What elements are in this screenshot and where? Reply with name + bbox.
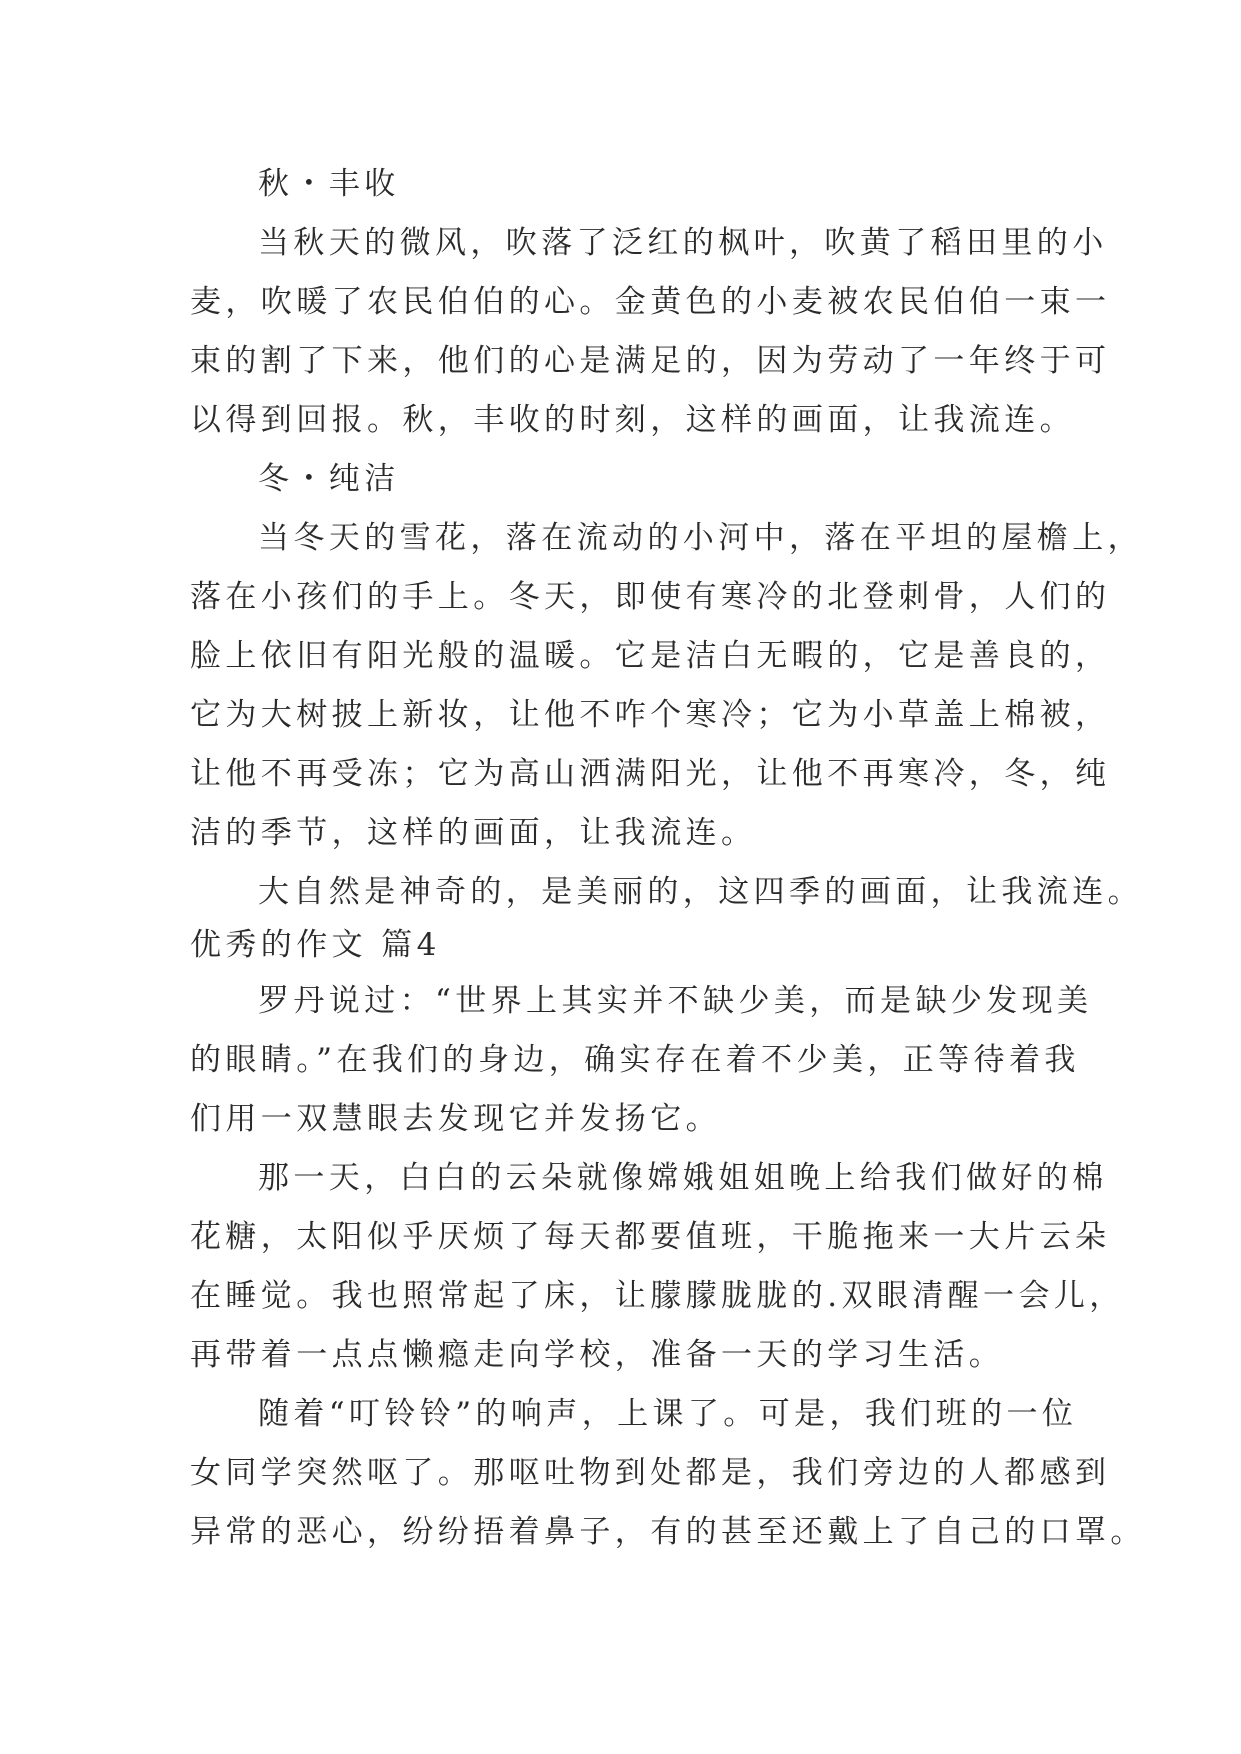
paragraph-line: 束的割了下来，他们的心是满足的，因为劳动了一年终于可 bbox=[190, 343, 1111, 379]
paragraph-line: 落在小孩们的手上。冬天，即使有寒冷的北登刺骨，人们的 bbox=[190, 579, 1111, 615]
paragraph-line: 洁的季节，这样的画面，让我流连。 bbox=[190, 815, 757, 851]
paragraph-line: 当秋天的微风，吹落了泛红的枫叶，吹黄了稻田里的小 bbox=[258, 225, 1108, 261]
paragraph-line: 大自然是神奇的，是美丽的，这四季的画面，让我流连。 bbox=[258, 874, 1143, 910]
paragraph-line: 花糖，太阳似乎厌烦了每天都要值班，干脆拖来一大片云朵 bbox=[190, 1219, 1111, 1255]
paragraph-line: 让他不再受冻；它为高山洒满阳光，让他不再寒冷，冬，纯 bbox=[190, 756, 1111, 792]
paragraph-line: 随着“叮铃铃”的响声，上课了。可是，我们班的一位 bbox=[258, 1396, 1078, 1432]
paragraph-line: 脸上依旧有阳光般的温暖。它是洁白无暇的，它是善良的， bbox=[190, 638, 1111, 674]
paragraph-line: 的眼睛。”在我们的身边，确实存在着不少美，正等待着我 bbox=[190, 1042, 1080, 1078]
paragraph-line: 罗丹说过：“世界上其实并不缺少美，而是缺少发现美 bbox=[258, 983, 1093, 1019]
paragraph-line: 们用一双慧眼去发现它并发扬它。 bbox=[190, 1101, 721, 1137]
paragraph-line: 以得到回报。秋，丰收的时刻，这样的画面，让我流连。 bbox=[190, 402, 1075, 438]
paragraph-line: 麦，吹暖了农民伯伯的心。金黄色的小麦被农民伯伯一束一 bbox=[190, 284, 1111, 320]
paragraph-line: 当冬天的雪花，落在流动的小河中，落在平坦的屋檐上， bbox=[258, 520, 1143, 556]
essay-title: 优秀的作文 篇4 bbox=[190, 927, 441, 963]
paragraph-line: 女同学突然呕了。那呕吐物到处都是，我们旁边的人都感到 bbox=[190, 1455, 1111, 1491]
paragraph-line: 那一天，白白的云朵就像嫦娥姐姐晚上给我们做好的棉 bbox=[258, 1160, 1108, 1196]
paragraph-line: 再带着一点点懒瘾走向学校，准备一天的学习生活。 bbox=[190, 1337, 1005, 1373]
section-heading-autumn: 秋・丰收 bbox=[258, 166, 400, 202]
paragraph-line: 它为大树披上新妆，让他不咋个寒冷；它为小草盖上棉被， bbox=[190, 697, 1111, 733]
paragraph-line: 异常的恶心，纷纷捂着鼻子，有的甚至还戴上了自己的口罩。 bbox=[190, 1514, 1146, 1550]
section-heading-winter: 冬・纯洁 bbox=[258, 461, 400, 497]
paragraph-line: 在睡觉。我也照常起了床，让朦朦胧胧的.双眼清醒一会儿， bbox=[190, 1278, 1125, 1314]
